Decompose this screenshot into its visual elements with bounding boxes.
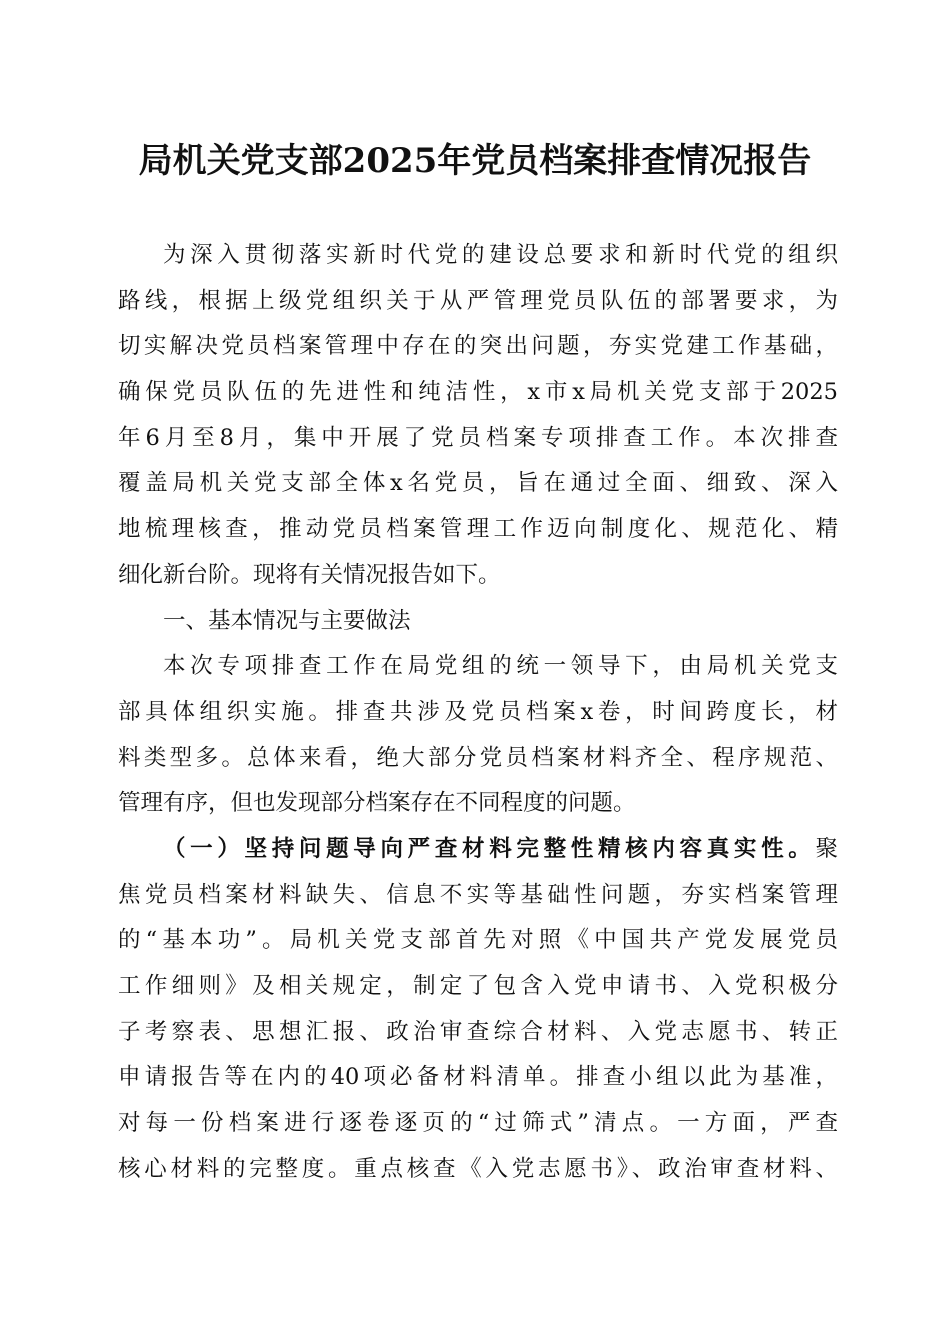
subsection-line: 工作细则》及相关规定，制定了包含入党申请书、入党积极分 bbox=[118, 973, 838, 999]
intro-line: 地梳理核查，推动党员档案管理工作迈向制度化、规范化、精 bbox=[118, 516, 838, 543]
section-line: 部具体组织实施。排查共涉及党员档案x卷，时间跨度长，材 bbox=[118, 698, 838, 725]
subsection-line: 核心材料的完整度。重点核查《入党志愿书》、政治审查材料、 bbox=[118, 1155, 838, 1182]
section-line: 管理有序，但也发现部分档案存在不同程度的问题。 bbox=[118, 790, 636, 817]
subsection-line: 对每一份档案进行逐卷逐页的“过筛式”清点。一方面，严查 bbox=[118, 1110, 838, 1137]
section-heading: 一、基本情况与主要做法 bbox=[163, 607, 411, 634]
subsection-first-line bbox=[118, 827, 838, 873]
intro-line: 确保党员队伍的先进性和纯洁性，x市x局机关党支部于2025 bbox=[118, 379, 838, 406]
intro-line: 覆盖局机关党支部全体x名党员，旨在通过全面、细致、深入 bbox=[118, 470, 838, 497]
intro-line: 为深入贯彻落实新时代党的建设总要求和新时代党的组织 bbox=[163, 242, 838, 268]
subsection-line: 的“基本功”。局机关党支部首先对照《中国共产党发展党员 bbox=[118, 927, 838, 954]
document-body bbox=[118, 233, 838, 1192]
document-title: 局机关党支部2025年党员档案排查情况报告 bbox=[138, 141, 812, 181]
subsection-line: 焦党员档案材料缺失、信息不实等基础性问题，夯实档案管理 bbox=[118, 881, 838, 908]
intro-line: 细化新台阶。现将有关情况报告如下。 bbox=[118, 561, 501, 588]
subsection-line-tail: 聚 bbox=[815, 835, 838, 862]
intro-line: 路线，根据上级党组织关于从严管理党员队伍的部署要求，为 bbox=[118, 287, 838, 314]
intro-line: 年6月至8月，集中开展了党员档案专项排查工作。本次排查 bbox=[118, 424, 838, 451]
subsection-line: 子考察表、思想汇报、政治审查综合材料、入党志愿书、转正 bbox=[118, 1018, 838, 1045]
intro-line: 切实解决党员档案管理中存在的突出问题，夯实党建工作基础， bbox=[118, 333, 838, 360]
subsection-heading: （一）坚持问题导向严查材料完整性精核内容真实性。 bbox=[163, 835, 816, 862]
section-line: 本次专项排查工作在局党组的统一领导下，由局机关党支 bbox=[163, 653, 838, 680]
subsection-line: 申请报告等在内的40项必备材料清单。排查小组以此为基准， bbox=[118, 1064, 838, 1091]
section-line: 料类型多。总体来看，绝大部分党员档案材料齐全、程序规范、 bbox=[118, 744, 838, 771]
